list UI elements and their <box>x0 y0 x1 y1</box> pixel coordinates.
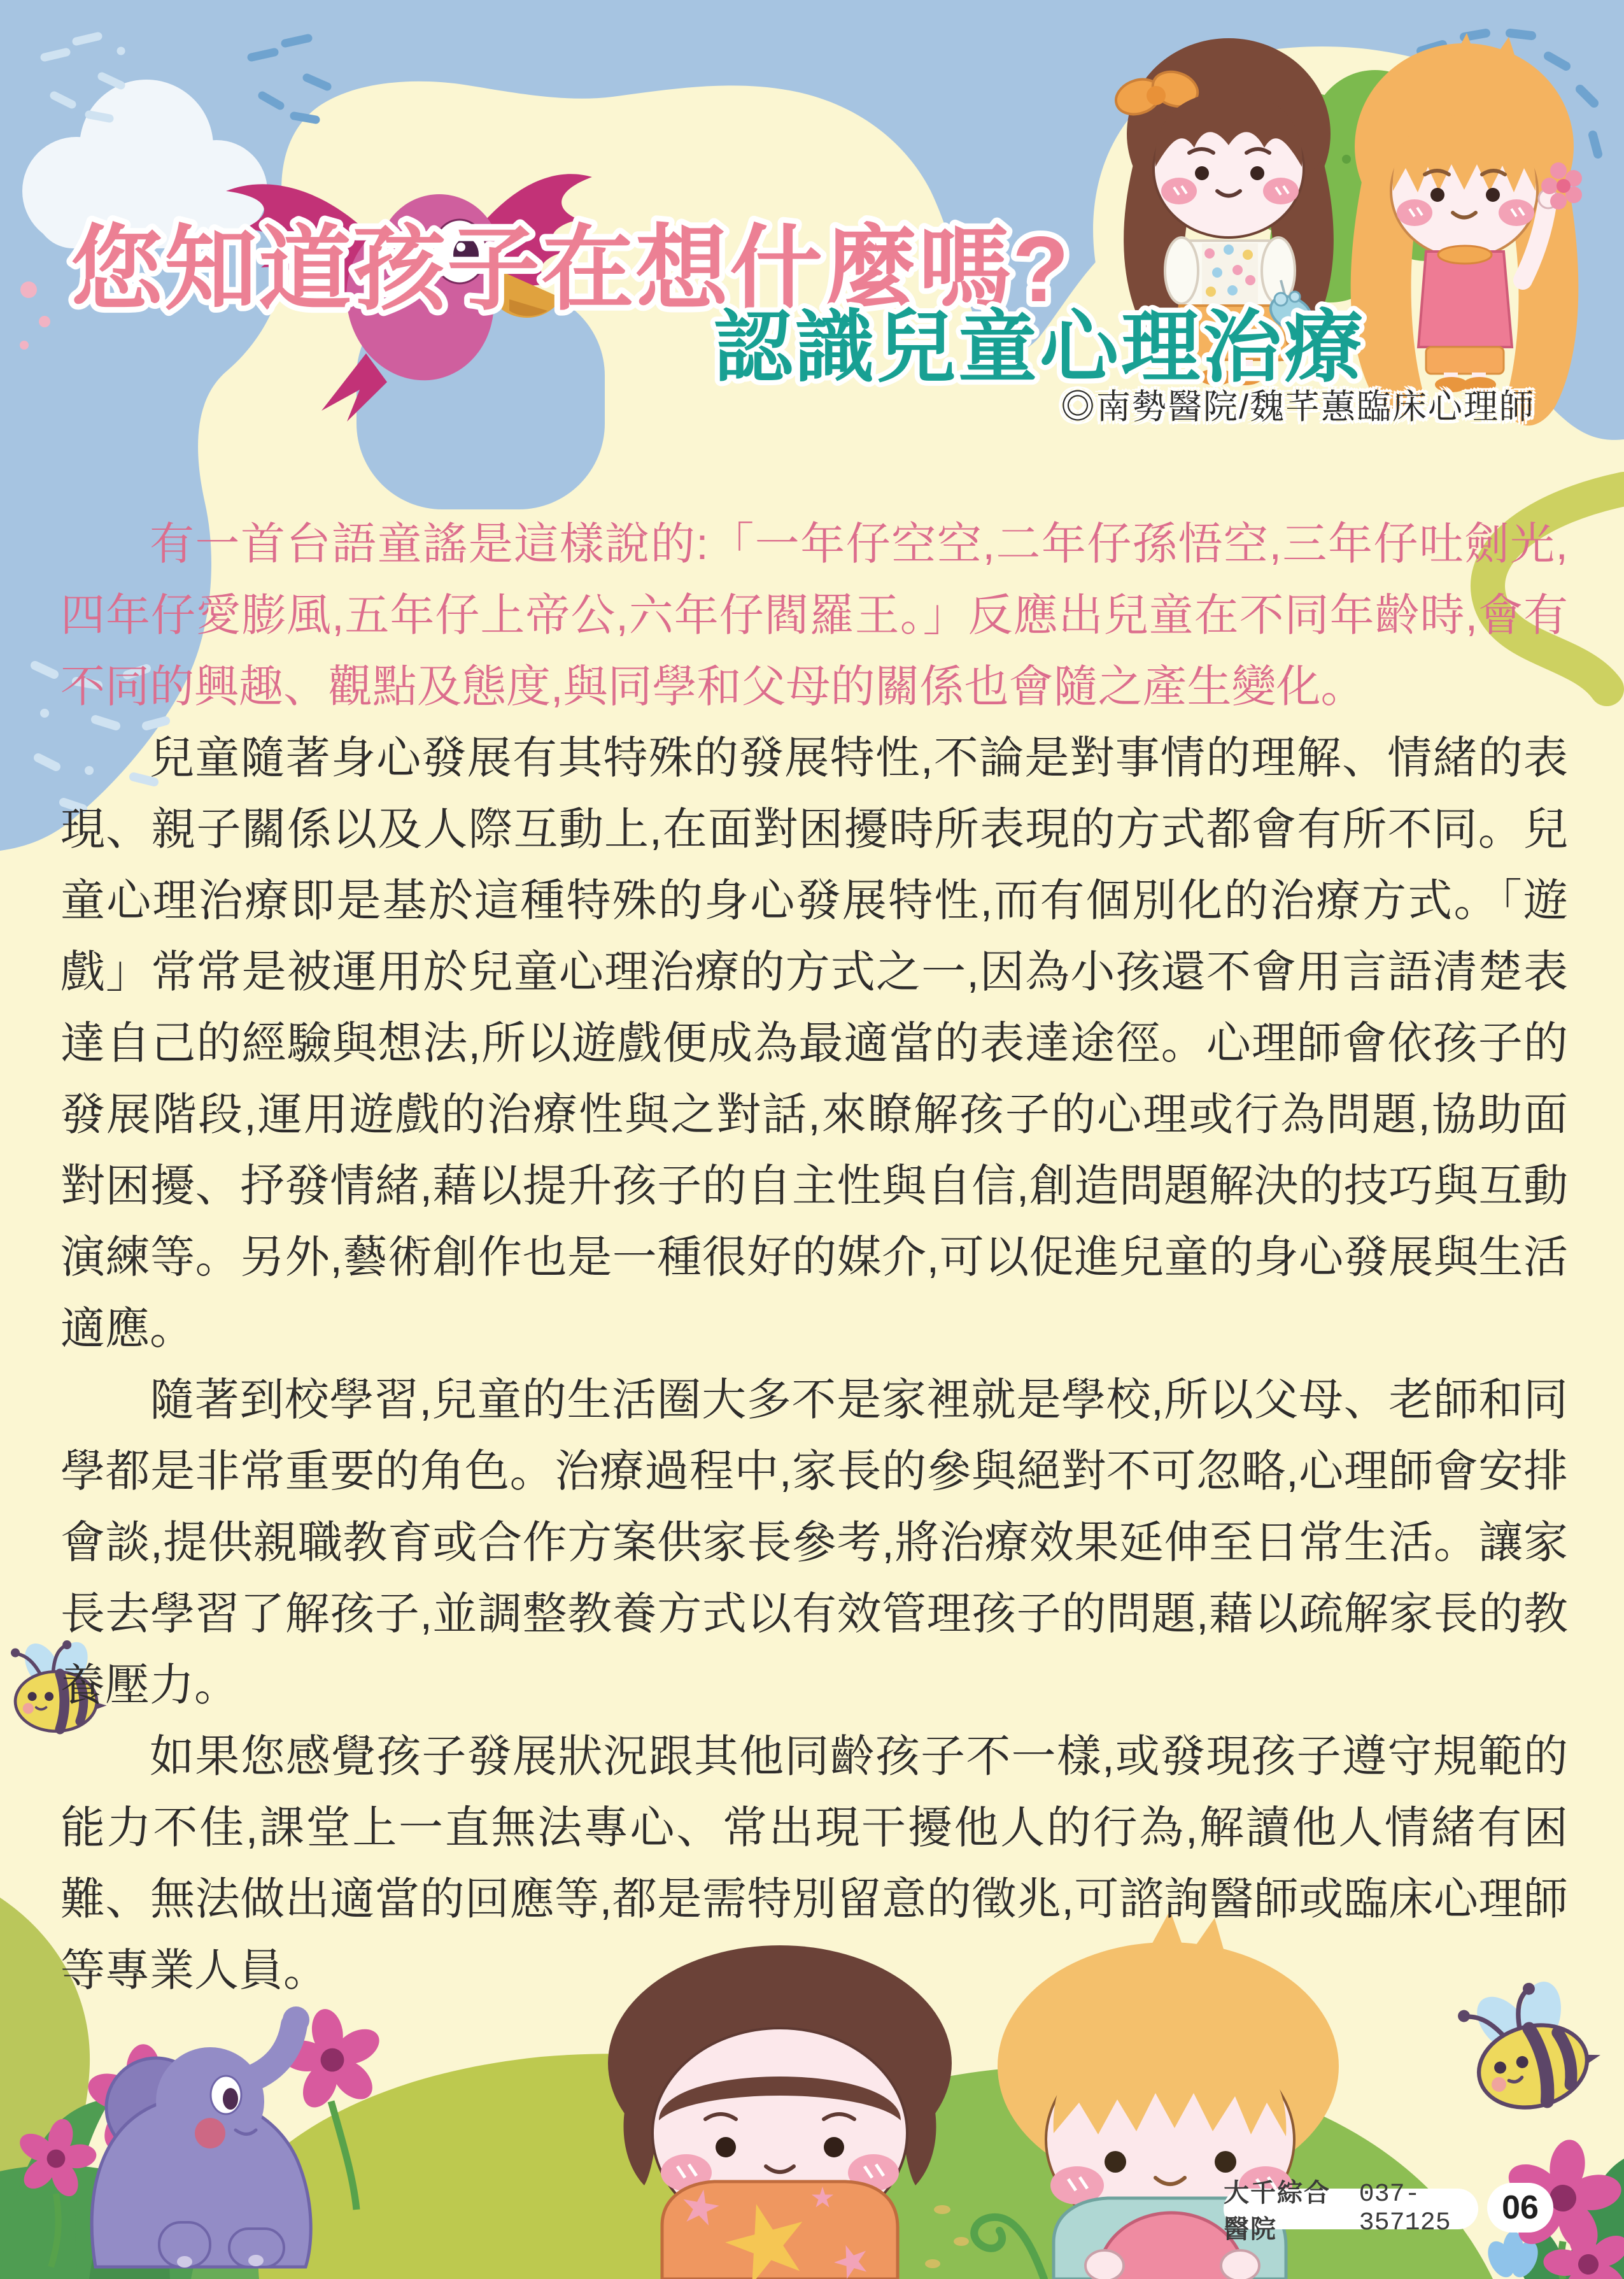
paragraph-warning-signs: 如果您感覺孩子發展狀況跟其他同齡孩子不一樣,或發現孩子遵守規範的能力不佳,課堂上一直無法專心、常出現干擾他人的行為,解讀他人情緒有困難、無法做出適當的回應等,都是需特別留意的徵兆,可諮詢醫師或臨床心理師等專業人員。 <box>60 1731 1568 1995</box>
hospital-phone: 037-357125 <box>1359 2180 1451 2238</box>
page-title: 您知道孩子在想什麼嗎? <box>70 217 1071 321</box>
paragraph-intro-rhyme: 有一首台語童謠是這樣說的:「一年仔空空,二年仔孫悟空,三年仔吐劍光,四年仔愛膨風,五年仔上帝公,六年仔閻羅王。」反應出兒童在不同年齡時,會有不同的興趣、觀點及態度,與同學和父母的關係也會隨之產生變化。 <box>60 519 1568 711</box>
page-subtitle: 認識兒童心理治療 <box>713 304 1366 392</box>
hospital-name: 大千綜合醫院 <box>1224 2179 1331 2243</box>
article-body <box>60 508 1568 2006</box>
elephant-illustration <box>92 2006 311 2268</box>
bird-tail <box>321 353 387 422</box>
paragraph-parents-role: 隨著到校學習,兒童的生活圈大多不是家裡就是學校,所以父母、老師和同學都是非常重要的角色。治療過程中,家長的參與絕對不可忽略,心理師會安排會談,提供親職教育或合作方案供家長參考,將治療效果延伸至日常生活。讓家長去學習了解孩子,並調整教養方式以有效管理孩子的問題,藉以疏解家長的教養壓力。 <box>60 1375 1568 1710</box>
paragraph-development-play-therapy: 兒童隨著身心發展有其特殊的發展特性,不論是對事情的理解、情緒的表現、親子關係以及人際互動上,在面對困擾時所表現的方式都會有所不同。兒童心理治療即是基於這種特殊的身心發展特性,而有個別化的治療方式。「遊戲」常常是被運用於兒童心理治療的方式之一,因為小孩還不會用言語清楚表達自己的經驗與想法,所以遊戲便成為最適當的表達途徑。心理師會依孩子的發展階段,運用遊戲的治療性與之對話,來瞭解孩子的心理或行為問題,協助面對困擾、抒發情緒,藉以提升孩子的自主性與自信,創造問題解決的技巧與互動演練等。另外,藝術創作也是一種很好的媒介,可以促進兒童的身心發展與生活適應。 <box>60 733 1568 1353</box>
page-number: 06 <box>1502 2189 1539 2226</box>
author-byline: ◎南勢醫院/魏芊蕙臨床心理師 <box>1060 388 1535 426</box>
footer <box>1224 2179 1478 2243</box>
page-number-badge <box>1487 2183 1553 2233</box>
